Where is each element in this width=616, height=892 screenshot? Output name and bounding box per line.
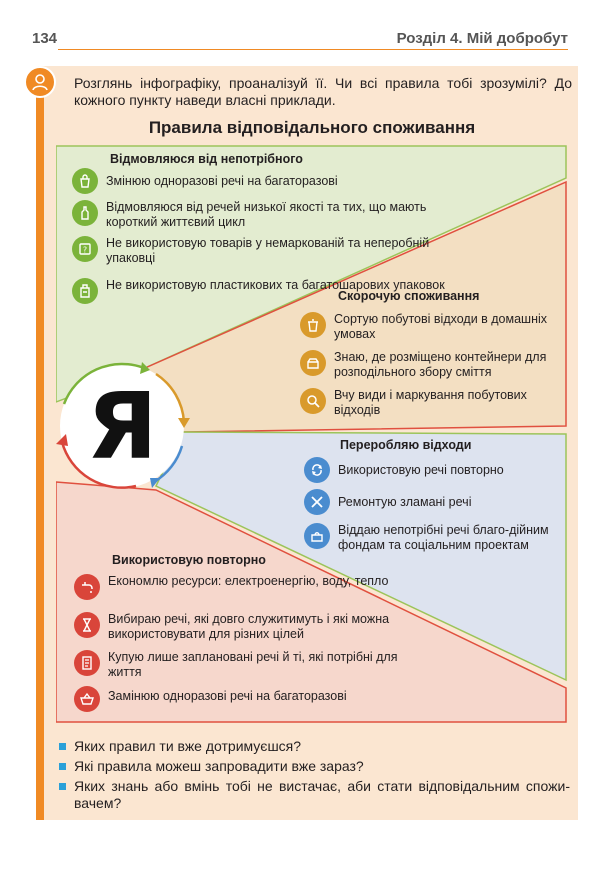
faucet-icon [74, 574, 100, 600]
list-item [74, 686, 404, 712]
list-item [304, 489, 566, 515]
person-icon [24, 66, 56, 98]
question-item: Яких знань або вмінь тобі не вистачає, аби стати відповідальним спожи-вачем? [58, 778, 570, 812]
package-icon [72, 278, 98, 304]
list-item [74, 612, 404, 642]
basket-icon [74, 686, 100, 712]
item-text: Економлю ресурси: електроенергію, воду, тепло [108, 574, 389, 588]
hourglass-icon [74, 612, 100, 638]
item-text: Ремонтую зламані речі [338, 495, 472, 509]
donation-box-icon [304, 523, 330, 549]
list-item [72, 236, 472, 266]
list-item [72, 168, 472, 194]
svg-text:?: ? [82, 245, 88, 255]
group-title-reduce: Скорочую споживання [338, 289, 480, 303]
bottle-icon [72, 200, 98, 226]
box-question-icon [72, 236, 98, 262]
item-text: Вибираю речі, які довго служитимуть і які можна використовувати для різних цілей [108, 612, 390, 641]
header-rule [58, 49, 568, 50]
center-letter: Я [86, 372, 158, 480]
container-icon [300, 350, 326, 376]
questions-list [58, 738, 570, 815]
shopping-list-icon [74, 650, 100, 676]
list-item [72, 200, 472, 230]
sorting-bin-icon [300, 312, 326, 338]
item-text: Купую лише заплановані речі й ті, які потрібні для життя [108, 650, 398, 679]
magnifier-icon [300, 388, 326, 414]
question-item: Яких правил ти вже дотримуєшся? [58, 738, 570, 755]
list-item [300, 388, 568, 418]
item-text: Вчу види і маркування побутових відходів [334, 388, 527, 417]
bag-icon [72, 168, 98, 194]
recycle-arrows-icon [304, 457, 330, 483]
panel-left-bar [36, 86, 44, 820]
item-text: Не використовую пластикових та багатошарових упаковок [106, 278, 445, 292]
group-title-recycle: Переробляю відходи [340, 438, 472, 452]
item-text: Знаю, де розміщено контейнери для розподільного збору сміття [334, 350, 547, 379]
list-item [74, 574, 404, 600]
list-item [74, 650, 404, 680]
item-text: Відмовляюся від речей низької якості та тих, що мають короткий життєвий цикл [106, 200, 427, 229]
item-text: Замінюю одноразові речі на багаторазові [108, 689, 347, 703]
intro-text: Розглянь інфографіку, проаналізуй її. Чи всі правила тобі зрозумілі? До кожного пункту наведи власні приклади. [74, 75, 572, 108]
question-item: Які правила можеш запровадити вже зараз? [58, 758, 570, 775]
item-text: Сортую побутові відходи в домашніх умовах [334, 312, 548, 341]
section-title: Розділ 4. Мій добробут [396, 30, 568, 47]
tools-icon [304, 489, 330, 515]
list-item [300, 350, 568, 380]
item-text: Віддаю непотрібні речі благо-дійним фондам та соціальним проектам [338, 523, 549, 552]
item-text: Не використовую товарів у немаркованій та неперобній упаковці [106, 236, 430, 265]
list-item [304, 457, 566, 483]
group-title-reuse: Використовую повторно [112, 553, 266, 567]
infographic-title: Правила відповідального споживання [148, 118, 476, 137]
item-text: Змінюю одноразові речі на багаторазові [106, 174, 338, 188]
page-number: 134 [32, 30, 58, 47]
list-item [300, 312, 568, 342]
item-text: Використовую речі повторно [338, 463, 504, 477]
group-title-refuse: Відмовляюся від непотрібного [110, 152, 303, 166]
list-item [304, 523, 566, 553]
